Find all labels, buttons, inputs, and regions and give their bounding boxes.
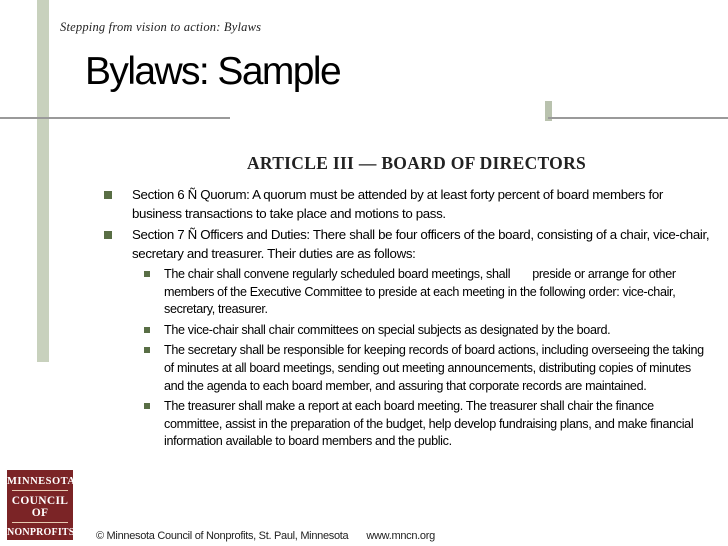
section-7-text: Section 7 Ñ Officers and Duties: There shall be four officers of the board, consisting of a chair, vice-chair, secretary and treasurer. Their duties are as follows: bbox=[132, 227, 710, 261]
footer-copyright: © Minnesota Council of Nonprofits, St. Paul, Minnesota bbox=[96, 530, 349, 542]
bullet-duty-secretary bbox=[144, 342, 710, 395]
logo-line-2: COUNCIL OF bbox=[11, 495, 69, 519]
title-rule-right bbox=[548, 117, 728, 119]
bullet-duty-chair bbox=[144, 266, 710, 319]
square-bullet-icon bbox=[144, 403, 150, 409]
bullet-duty-vice-chair bbox=[144, 322, 710, 340]
article-heading: ARTICLE III — BOARD OF DIRECTORS bbox=[246, 153, 587, 173]
bullet-duty-treasurer bbox=[144, 398, 710, 451]
bullet-section-6 bbox=[100, 186, 710, 223]
duty-chair-text-a: The chair shall convene regularly scheduled board meetings, shall bbox=[164, 267, 511, 281]
square-bullet-icon bbox=[104, 231, 112, 239]
duty-treasurer-text: The treasurer shall make a report at each board meeting. The treasurer shall chair the finance committee, assist in the preparation of the budget, help develop fundraising plans, and make financial information available to board members and the public. bbox=[164, 399, 694, 449]
logo-line-1: MINNESOTA bbox=[7, 476, 76, 487]
square-bullet-icon bbox=[144, 347, 150, 353]
logo-divider bbox=[12, 490, 68, 491]
slide-title: Bylaws: Sample bbox=[85, 50, 341, 93]
slide-content bbox=[100, 186, 710, 454]
title-rule-left bbox=[0, 117, 230, 119]
duty-chair-text-b: preside or arrange for other members of the Executive Committee to preside at each meeting in the following order: vice-chair, secretary, treasurer. bbox=[164, 267, 676, 317]
slide-footer bbox=[96, 530, 435, 542]
slide-subtitle: Stepping from vision to action: Bylaws bbox=[60, 20, 262, 34]
duty-vice-chair-text: The vice-chair shall chair committees on special subjects as designated by the board. bbox=[164, 322, 611, 337]
section-6-text: Section 6 Ñ Quorum: A quorum must be attended by at least forty percent of board members for business transactions to take place and motions to pass. bbox=[132, 187, 663, 221]
accent-bar-left bbox=[37, 0, 49, 362]
bullet-section-7 bbox=[100, 226, 710, 263]
square-bullet-icon bbox=[144, 327, 150, 333]
square-bullet-icon bbox=[144, 271, 150, 277]
logo-divider bbox=[12, 522, 68, 523]
duty-secretary-text: The secretary shall be responsible for keeping records of board actions, including overseeing the taking of minutes at all board meetings, sending out meeting announcements, distributing copies of minutes and the agenda to each board member, and assuring that corporate records are maintained. bbox=[164, 343, 704, 393]
logo-line-3: NONPROFITS bbox=[7, 527, 75, 538]
footer-website: www.mncn.org bbox=[366, 530, 435, 542]
square-bullet-icon bbox=[104, 191, 112, 199]
mncn-logo bbox=[7, 470, 76, 540]
